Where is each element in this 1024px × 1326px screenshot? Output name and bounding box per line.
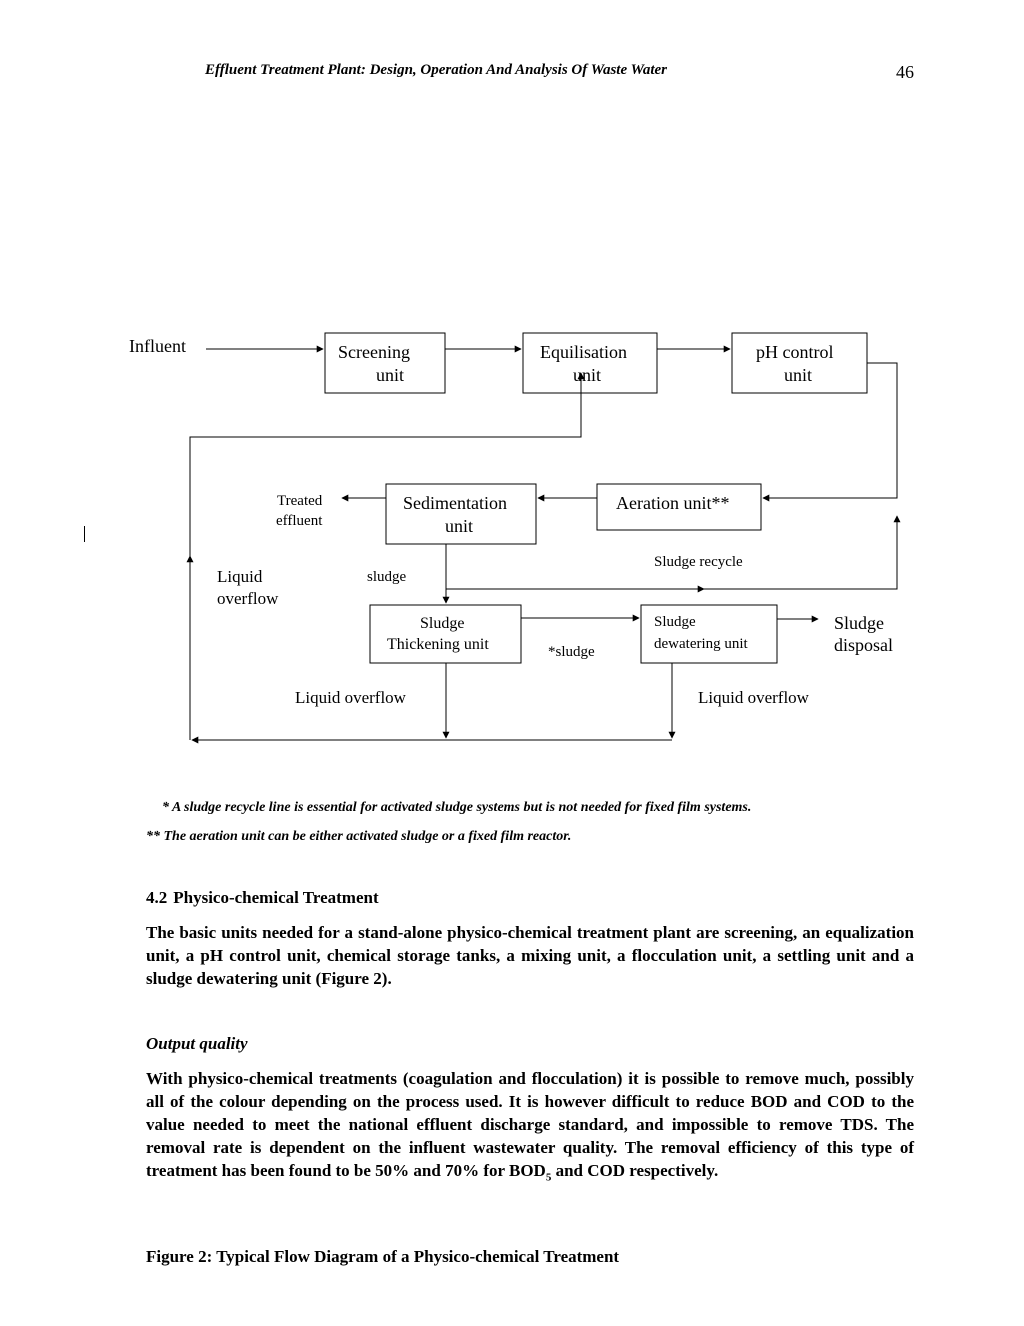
- liquid-overflow-left-1: Liquid: [217, 567, 263, 586]
- liquid-overflow-label-1: Liquid overflow: [295, 688, 406, 707]
- liquid-overflow-left-2: overflow: [217, 589, 279, 608]
- sludge-recycle-label: Sludge recycle: [654, 554, 743, 570]
- ph-control-label-1: pH control: [756, 342, 834, 362]
- influent-label: Influent: [129, 336, 186, 356]
- sludge-thickening-label-1: Sludge: [420, 615, 465, 632]
- output-quality-text: With physico-chemical treatments (coagulation and flocculation) it is possible to remove much, possibly all of the colour depending on the process used. It is however difficult to reduce BOD and COD to the value needed to meet the national effluent discharge standard, and impossible to remove TDS. The removal rate is dependent on the influent wastewater quality. The removal efficiency of this type of treatment has been found to be 50% and 70% for BOD: [146, 1069, 914, 1180]
- output-quality-paragraph: [146, 1067, 914, 1189]
- sludge-disposal-label-1: Sludge: [834, 613, 885, 633]
- treated-effluent-label-1: Treated: [277, 493, 323, 509]
- footnote-sludge-recycle: * A sludge recycle line is essential for activated sludge systems but is not needed for fixed film systems.: [162, 800, 752, 815]
- equalisation-label-2: unit: [573, 365, 602, 385]
- running-header-title: Effluent Treatment Plant: Design, Operation And Analysis Of Waste Water: [205, 62, 667, 78]
- sludge-dewatering-label-1: Sludge: [654, 614, 696, 630]
- section-heading: [146, 888, 385, 908]
- sludge-thickening-label-2: Thickening unit: [387, 636, 489, 653]
- screening-label-2: unit: [376, 365, 405, 385]
- ph-control-label-2: unit: [784, 365, 813, 385]
- sludge-disposal-label-2: disposal: [834, 635, 894, 655]
- output-quality-heading: Output quality: [146, 1034, 248, 1053]
- footnote-aeration-unit: ** The aeration unit can be either activated sludge or a fixed film reactor.: [146, 829, 572, 844]
- bod-subscript: 5: [545, 1171, 552, 1184]
- screening-label-1: Screening: [338, 342, 410, 362]
- sludge-dewatering-label-2: dewatering unit: [654, 636, 748, 652]
- sludge-label: sludge: [367, 569, 407, 585]
- sludge-thickening-box: [370, 605, 521, 663]
- treated-effluent-label-2: effluent: [276, 513, 323, 529]
- liquid-overflow-label-2: Liquid overflow: [698, 688, 809, 707]
- sedimentation-label-1: Sedimentation: [403, 493, 507, 513]
- section-title: Physico-chemical Treatment: [173, 888, 379, 907]
- output-quality-text-end: and COD respectively.: [551, 1161, 719, 1180]
- aeration-label: Aeration unit**: [616, 493, 730, 513]
- sludge-recycle-line: [446, 516, 897, 589]
- sedimentation-label-2: unit: [445, 516, 474, 536]
- page-number: 46: [896, 62, 914, 82]
- equalisation-label-1: Equilisation: [540, 342, 627, 362]
- sludge-star-label: *sludge: [548, 644, 595, 660]
- section-paragraph: The basic units needed for a stand-alone physico-chemical treatment plant are screening, an equalization unit, a pH control unit, chemical storage tanks, a mixing unit, a flocculation unit, a settling unit and a sludge dewatering unit (Figure 2).: [146, 923, 914, 988]
- section-number: 4.2: [146, 888, 168, 907]
- figure-caption: Figure 2: Typical Flow Diagram of a Physico-chemical Treatment: [146, 1247, 620, 1266]
